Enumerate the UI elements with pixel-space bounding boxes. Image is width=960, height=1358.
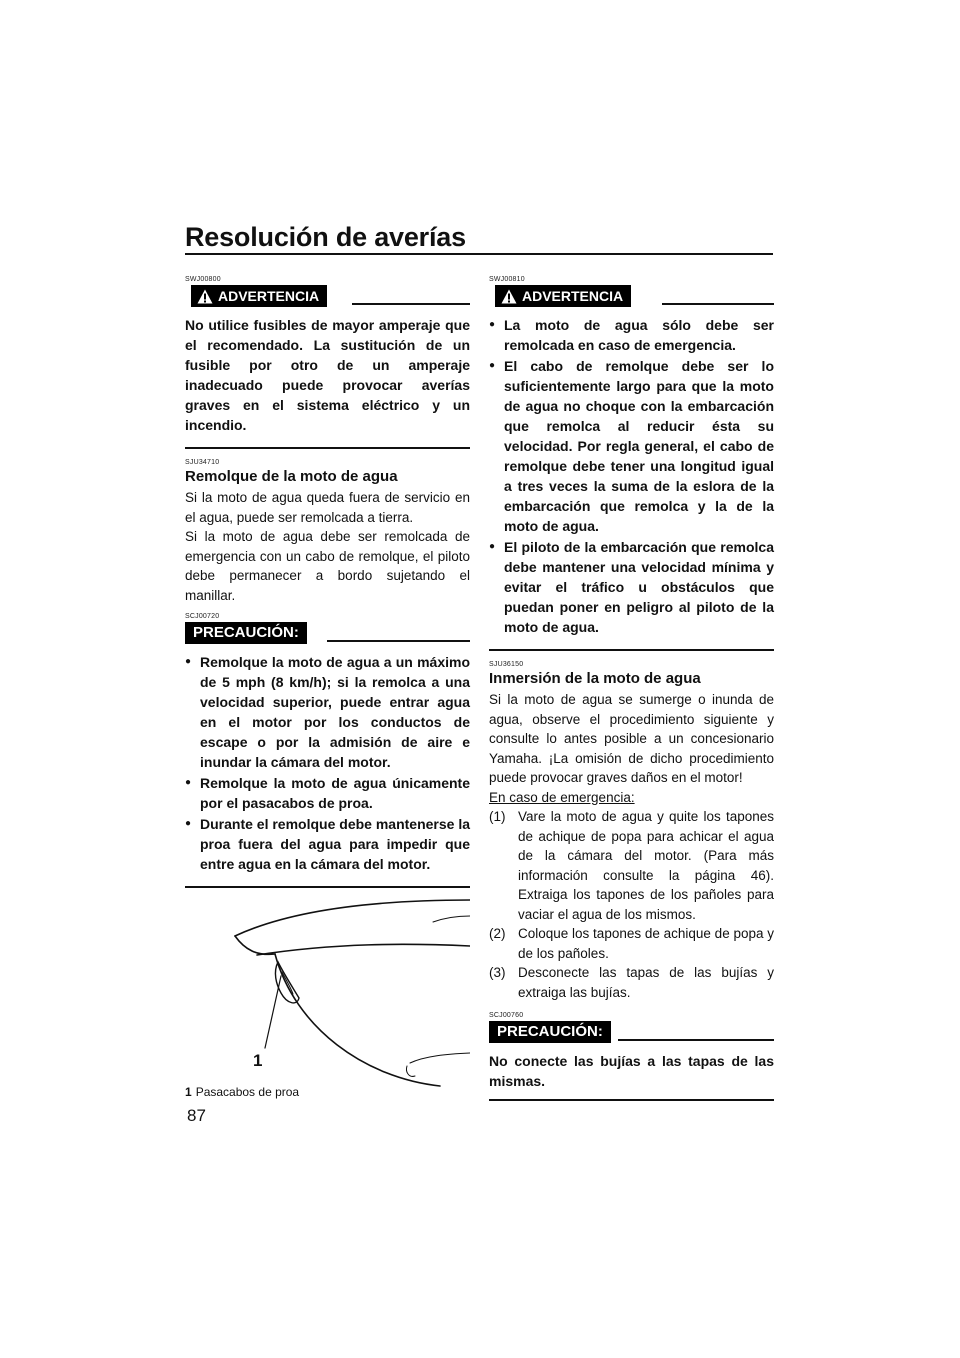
caution-text: No conecte las bujías a las tapas de las mismas. <box>489 1053 774 1089</box>
warning-header <box>185 285 470 309</box>
list-item <box>489 807 774 924</box>
towing-paragraph-1: Si la moto de agua queda fuera de servicio en el agua, puede ser remolcada a tierra. <box>185 490 470 525</box>
page-number: 87 <box>187 1106 206 1125</box>
warning-code: SWJ00800 <box>185 276 221 283</box>
bow-eye-figure <box>185 888 470 1100</box>
list-item: ● El piloto de la embarcación que remolca debe mantener una velocidad mínima y evitar el tráfico u obstáculos que puedan poner en peligro al piloto de la moto de agua. <box>489 537 774 637</box>
list-item: ● La moto de agua sólo debe ser remolcada en caso de emergencia. <box>489 315 774 355</box>
step-text: Coloque los tapones de achique de popa y de los pañoles. <box>518 926 774 961</box>
warning-header <box>489 285 774 309</box>
procedure-steps <box>489 807 774 1002</box>
caution-code: SCJ00760 <box>489 1012 524 1019</box>
submersion-paragraph: Si la moto de agua se sumerge o inunda de agua, observe el procedimiento siguiente y consulte lo antes posible a un concesionario Yamaha. ¡La omisión de dicho procedimiento puede provocar graves daños en el motor! <box>489 692 774 785</box>
step-number: (2) <box>489 926 506 941</box>
right-column <box>489 276 774 1101</box>
title-rule <box>185 253 773 255</box>
caption-text: Pasacabos de proa <box>195 1085 300 1099</box>
section-code: SJU36150 <box>489 661 524 668</box>
caution-header <box>185 622 470 646</box>
step-number: (3) <box>489 965 506 980</box>
caution-label: PRECAUCIÓN: <box>497 1023 603 1040</box>
section-separator <box>489 649 774 651</box>
section-code: SJU34710 <box>185 459 220 466</box>
header-rule <box>618 1039 774 1041</box>
figure-callout: 1 <box>253 1051 263 1070</box>
step-text: Desconecte las tapas de las bujías y extraiga las bujías. <box>518 965 774 1000</box>
section-separator <box>489 1099 774 1101</box>
caption-number: 1 <box>185 1085 192 1099</box>
emergency-label: En caso de emergencia: <box>489 789 635 805</box>
warning-badge <box>191 285 327 307</box>
warning-triangle-icon <box>197 289 213 304</box>
caution-label: PRECAUCIÓN: <box>193 624 299 641</box>
step-number: (1) <box>489 809 506 824</box>
list-item <box>489 963 774 1002</box>
list-item: ● El cabo de remolque debe ser lo suficientemente largo para que la moto de agua no choque con la embarcación que remolca al reducir ésta su velocidad. Por regla general, el cabo de remolque debe tener una longitud igual a tres veces la suma de la eslora de la embarcación que remolca y la de la moto de agua. <box>489 356 774 536</box>
section-separator <box>185 447 470 449</box>
caution-header <box>489 1021 774 1045</box>
warning-text: No utilice fusibles de mayor amperaje que el recomendado. La sustitución de un fusible por otro de un amperaje inadecuado puede provocar averías graves en el sistema eléctrico y un incendio. <box>185 317 470 433</box>
page-title: Resolución de averías <box>185 222 466 252</box>
header-rule <box>327 640 470 642</box>
list-item: ● Remolque la moto de agua a un máximo de 5 mph (8 km/h); si la remolca a una velocidad superior, puede entrar agua en el motor por los conductos de escape o por la admisión de aire e inundar la cámara del motor. <box>185 652 470 772</box>
list-item: ● Durante el remolque debe mantenerse la proa fuera del agua para impedir que entre agua en la cámara del motor. <box>185 814 470 874</box>
section-heading-towing: Remolque de la moto de agua <box>185 468 398 485</box>
header-rule <box>352 303 470 305</box>
figure-caption <box>185 1085 299 1099</box>
caution-list <box>185 652 470 874</box>
caution-code: SCJ00720 <box>185 613 220 620</box>
caution-badge <box>185 622 307 644</box>
jetski-bow-illustration <box>185 888 470 1100</box>
warning-list <box>489 315 774 637</box>
towing-paragraph-2: Si la moto de agua debe ser remolcada de emergencia con un cabo de remolque, el piloto debe permanecer a bordo sujetando el manillar. <box>185 529 470 603</box>
section-heading-submersion: Inmersión de la moto de agua <box>489 670 701 687</box>
warning-badge <box>495 285 631 307</box>
warning-code: SWJ00810 <box>489 276 525 283</box>
list-item: ● Remolque la moto de agua únicamente por el pasacabos de proa. <box>185 773 470 813</box>
warning-triangle-icon <box>501 289 517 304</box>
caution-badge <box>489 1021 611 1043</box>
warning-label: ADVERTENCIA <box>522 288 624 304</box>
list-item <box>489 924 774 963</box>
header-rule <box>662 303 774 305</box>
left-column <box>185 276 470 1100</box>
step-text: Vare la moto de agua y quite los tapones de achique de popa para achicar el agua de la cámara del motor. (Para más información consulte la página 46). Extraiga los tapones de los pañoles para vaciar el agua de los mismos. <box>518 809 774 922</box>
warning-label: ADVERTENCIA <box>218 288 320 304</box>
